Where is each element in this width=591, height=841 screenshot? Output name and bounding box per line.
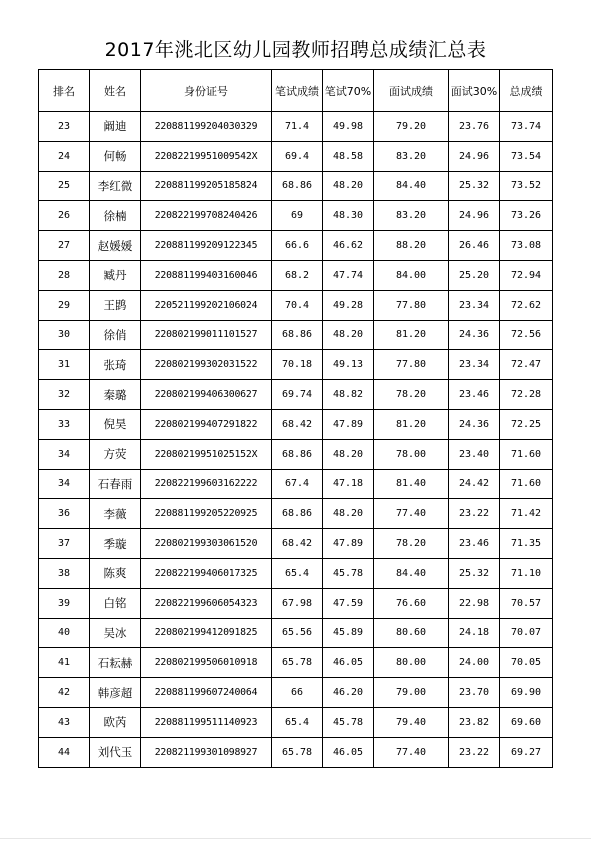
cell-name: 李薇: [90, 499, 141, 529]
cell-rank: 34: [39, 439, 90, 469]
cell-rank: 38: [39, 558, 90, 588]
cell-rank: 31: [39, 350, 90, 380]
cell-id-number: 220881199205220925: [141, 499, 272, 529]
cell-written-score: 68.2: [272, 260, 323, 290]
cell-interview-score: 81.20: [374, 320, 449, 350]
cell-total-score: 73.26: [500, 201, 553, 231]
cell-total-score: 71.42: [500, 499, 553, 529]
cell-rank: 25: [39, 171, 90, 201]
cell-name: 石耘赫: [90, 648, 141, 678]
cell-interview-score: 78.20: [374, 380, 449, 410]
cell-id-number: 220821199301098927: [141, 737, 272, 767]
cell-total-score: 73.54: [500, 141, 553, 171]
header-interview-score: 面试成绩: [374, 70, 449, 112]
cell-rank: 43: [39, 707, 90, 737]
cell-rank: 27: [39, 231, 90, 261]
cell-total-score: 71.60: [500, 439, 553, 469]
cell-total-score: 72.62: [500, 290, 553, 320]
cell-name: 徐俏: [90, 320, 141, 350]
cell-interview-30: 23.22: [449, 737, 500, 767]
cell-written-score: 69.4: [272, 141, 323, 171]
cell-written-score: 68.42: [272, 529, 323, 559]
cell-interview-score: 80.00: [374, 648, 449, 678]
cell-id-number: 220822199603162222: [141, 469, 272, 499]
cell-interview-score: 77.80: [374, 350, 449, 380]
cell-total-score: 70.57: [500, 588, 553, 618]
table-row: [39, 588, 553, 618]
cell-name: 白铭: [90, 588, 141, 618]
cell-total-score: 72.94: [500, 260, 553, 290]
cell-interview-30: 25.32: [449, 558, 500, 588]
cell-interview-score: 83.20: [374, 141, 449, 171]
cell-interview-30: 23.22: [449, 499, 500, 529]
table-row: [39, 201, 553, 231]
cell-written-70: 48.30: [323, 201, 374, 231]
table-row: [39, 529, 553, 559]
cell-total-score: 69.60: [500, 707, 553, 737]
cell-id-number: 220802199406300627: [141, 380, 272, 410]
page-title: 2017年洮北区幼儿园教师招聘总成绩汇总表: [104, 39, 487, 61]
cell-total-score: 73.52: [500, 171, 553, 201]
cell-interview-30: 24.00: [449, 648, 500, 678]
cell-interview-score: 77.80: [374, 290, 449, 320]
cell-written-70: 48.20: [323, 320, 374, 350]
table-row: [39, 648, 553, 678]
cell-interview-30: 23.70: [449, 678, 500, 708]
cell-id-number: 220822199606054323: [141, 588, 272, 618]
cell-interview-score: 76.60: [374, 588, 449, 618]
cell-name: 刘代玉: [90, 737, 141, 767]
cell-interview-30: 22.98: [449, 588, 500, 618]
cell-name: 吴冰: [90, 618, 141, 648]
cell-interview-30: 23.46: [449, 380, 500, 410]
cell-written-score: 68.42: [272, 409, 323, 439]
cell-written-score: 65.56: [272, 618, 323, 648]
cell-written-score: 69.74: [272, 380, 323, 410]
cell-interview-30: 23.34: [449, 350, 500, 380]
cell-name: 韩彦超: [90, 678, 141, 708]
cell-interview-30: 25.20: [449, 260, 500, 290]
header-written-score: 笔试成绩: [272, 70, 323, 112]
cell-written-score: 65.4: [272, 707, 323, 737]
cell-written-70: 48.20: [323, 499, 374, 529]
cell-written-score: 67.98: [272, 588, 323, 618]
cell-name: 倪昊: [90, 409, 141, 439]
cell-interview-score: 84.40: [374, 171, 449, 201]
cell-written-70: 48.58: [323, 141, 374, 171]
cell-interview-score: 77.40: [374, 499, 449, 529]
cell-interview-score: 78.20: [374, 529, 449, 559]
header-row: [39, 70, 553, 112]
cell-written-score: 67.4: [272, 469, 323, 499]
table-row: [39, 171, 553, 201]
cell-written-70: 46.05: [323, 648, 374, 678]
cell-written-score: 65.78: [272, 737, 323, 767]
cell-interview-30: 25.32: [449, 171, 500, 201]
cell-total-score: 72.28: [500, 380, 553, 410]
cell-written-score: 66.6: [272, 231, 323, 261]
table-row: [39, 469, 553, 499]
cell-written-score: 71.4: [272, 112, 323, 142]
table-row: [39, 112, 553, 142]
cell-written-score: 66: [272, 678, 323, 708]
cell-name: 徐楠: [90, 201, 141, 231]
cell-interview-score: 78.00: [374, 439, 449, 469]
cell-name: 张琦: [90, 350, 141, 380]
cell-interview-30: 24.96: [449, 141, 500, 171]
page-bottom-divider: [0, 838, 591, 839]
cell-interview-30: 23.82: [449, 707, 500, 737]
cell-interview-score: 84.00: [374, 260, 449, 290]
table-row: [39, 290, 553, 320]
cell-id-number: 220802199506010918: [141, 648, 272, 678]
cell-name: 方荧: [90, 439, 141, 469]
cell-interview-score: 79.00: [374, 678, 449, 708]
cell-written-70: 49.13: [323, 350, 374, 380]
header-interview-30: 面试30%: [449, 70, 500, 112]
cell-name: 石春雨: [90, 469, 141, 499]
header-written-70: 笔试70%: [323, 70, 374, 112]
table-row: [39, 260, 553, 290]
cell-written-score: 68.86: [272, 499, 323, 529]
cell-written-70: 49.28: [323, 290, 374, 320]
cell-written-70: 47.74: [323, 260, 374, 290]
score-table: [38, 69, 553, 768]
cell-interview-score: 79.20: [374, 112, 449, 142]
cell-interview-30: 24.18: [449, 618, 500, 648]
cell-rank: 28: [39, 260, 90, 290]
cell-id-number: 220881199607240064: [141, 678, 272, 708]
table-row: [39, 618, 553, 648]
cell-id-number: 220822199708240426: [141, 201, 272, 231]
cell-total-score: 73.74: [500, 112, 553, 142]
cell-interview-score: 79.40: [374, 707, 449, 737]
cell-name: 何畅: [90, 141, 141, 171]
cell-name: 陈爽: [90, 558, 141, 588]
header-total-score: 总成绩: [500, 70, 553, 112]
table-row: [39, 499, 553, 529]
cell-name: 欧芮: [90, 707, 141, 737]
cell-written-70: 47.59: [323, 588, 374, 618]
cell-total-score: 72.25: [500, 409, 553, 439]
cell-interview-score: 80.60: [374, 618, 449, 648]
cell-interview-score: 77.40: [374, 737, 449, 767]
header-id-number: 身份证号: [141, 70, 272, 112]
cell-id-number: 220802199302031522: [141, 350, 272, 380]
cell-interview-30: 23.76: [449, 112, 500, 142]
table-row: [39, 380, 553, 410]
cell-rank: 30: [39, 320, 90, 350]
cell-name: 秦璐: [90, 380, 141, 410]
cell-written-score: 69: [272, 201, 323, 231]
header-name: 姓名: [90, 70, 141, 112]
cell-rank: 34: [39, 469, 90, 499]
cell-interview-30: 26.46: [449, 231, 500, 261]
cell-total-score: 72.47: [500, 350, 553, 380]
cell-id-number: 220802199303061520: [141, 529, 272, 559]
cell-rank: 41: [39, 648, 90, 678]
cell-written-score: 65.78: [272, 648, 323, 678]
cell-written-70: 47.18: [323, 469, 374, 499]
cell-rank: 26: [39, 201, 90, 231]
cell-id-number: 220802199407291822: [141, 409, 272, 439]
table-row: [39, 350, 553, 380]
table-row: [39, 439, 553, 469]
cell-rank: 40: [39, 618, 90, 648]
cell-written-70: 45.89: [323, 618, 374, 648]
cell-total-score: 71.35: [500, 529, 553, 559]
table-row: [39, 558, 553, 588]
cell-id-number: 220822199406017325: [141, 558, 272, 588]
cell-written-score: 68.86: [272, 171, 323, 201]
cell-written-70: 48.82: [323, 380, 374, 410]
cell-rank: 42: [39, 678, 90, 708]
cell-name: 王鹍: [90, 290, 141, 320]
cell-interview-score: 81.40: [374, 469, 449, 499]
table-body: [39, 112, 553, 768]
cell-rank: 24: [39, 141, 90, 171]
cell-rank: 33: [39, 409, 90, 439]
cell-written-70: 45.78: [323, 707, 374, 737]
cell-name: 李红微: [90, 171, 141, 201]
cell-written-70: 46.20: [323, 678, 374, 708]
cell-interview-30: 23.34: [449, 290, 500, 320]
cell-interview-score: 83.20: [374, 201, 449, 231]
cell-id-number: 220881199511140923: [141, 707, 272, 737]
table-row: [39, 409, 553, 439]
cell-interview-30: 24.36: [449, 409, 500, 439]
cell-name: 赵媛媛: [90, 231, 141, 261]
cell-id-number: 220802199412091825: [141, 618, 272, 648]
cell-id-number: 22080219951025152X: [141, 439, 272, 469]
table-row: [39, 320, 553, 350]
cell-id-number: 220521199202106024: [141, 290, 272, 320]
cell-total-score: 71.60: [500, 469, 553, 499]
cell-name: 阚迪: [90, 112, 141, 142]
cell-interview-score: 88.20: [374, 231, 449, 261]
cell-written-70: 48.20: [323, 171, 374, 201]
cell-written-70: 46.62: [323, 231, 374, 261]
cell-written-score: 70.18: [272, 350, 323, 380]
cell-id-number: 22082219951009542X: [141, 141, 272, 171]
cell-id-number: 220802199011101527: [141, 320, 272, 350]
cell-written-score: 65.4: [272, 558, 323, 588]
cell-written-score: 70.4: [272, 290, 323, 320]
cell-interview-30: 24.42: [449, 469, 500, 499]
cell-interview-score: 81.20: [374, 409, 449, 439]
cell-rank: 37: [39, 529, 90, 559]
cell-total-score: 69.27: [500, 737, 553, 767]
cell-name: 季璇: [90, 529, 141, 559]
cell-interview-30: 23.46: [449, 529, 500, 559]
cell-total-score: 73.08: [500, 231, 553, 261]
cell-rank: 36: [39, 499, 90, 529]
cell-id-number: 220881199403160046: [141, 260, 272, 290]
table-row: [39, 707, 553, 737]
table-row: [39, 737, 553, 767]
cell-total-score: 70.07: [500, 618, 553, 648]
cell-rank: 44: [39, 737, 90, 767]
table-row: [39, 141, 553, 171]
cell-written-70: 47.89: [323, 409, 374, 439]
cell-total-score: 72.56: [500, 320, 553, 350]
cell-total-score: 70.05: [500, 648, 553, 678]
cell-id-number: 220881199204030329: [141, 112, 272, 142]
cell-written-70: 48.20: [323, 439, 374, 469]
cell-written-70: 49.98: [323, 112, 374, 142]
header-rank: 排名: [39, 70, 90, 112]
cell-interview-30: 23.40: [449, 439, 500, 469]
cell-written-70: 46.05: [323, 737, 374, 767]
cell-rank: 39: [39, 588, 90, 618]
table-row: [39, 678, 553, 708]
cell-name: 臧丹: [90, 260, 141, 290]
cell-written-score: 68.86: [272, 439, 323, 469]
cell-interview-30: 24.36: [449, 320, 500, 350]
cell-total-score: 71.10: [500, 558, 553, 588]
cell-written-score: 68.86: [272, 320, 323, 350]
cell-rank: 32: [39, 380, 90, 410]
cell-written-70: 45.78: [323, 558, 374, 588]
cell-interview-30: 24.96: [449, 201, 500, 231]
cell-written-70: 47.89: [323, 529, 374, 559]
cell-id-number: 220881199209122345: [141, 231, 272, 261]
cell-rank: 23: [39, 112, 90, 142]
cell-interview-score: 84.40: [374, 558, 449, 588]
cell-total-score: 69.90: [500, 678, 553, 708]
cell-id-number: 220881199205185824: [141, 171, 272, 201]
cell-rank: 29: [39, 290, 90, 320]
table-row: [39, 231, 553, 261]
